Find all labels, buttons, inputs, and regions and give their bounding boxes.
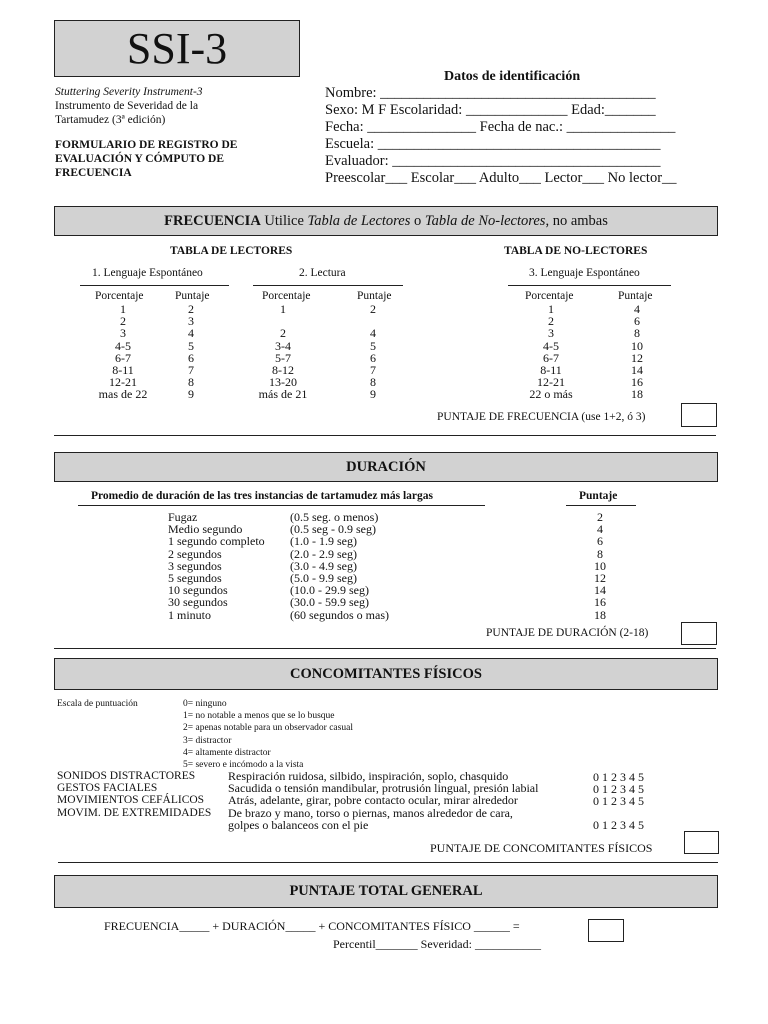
table3-pct-column-item: 3 (548, 326, 554, 341)
rating-scale-sounds[interactable]: 0 1 2 3 4 5 (593, 770, 644, 784)
school-field[interactable]: Escuela: _______________________________________ (325, 136, 661, 152)
table1-pts-column-item: 7 (188, 362, 194, 377)
instrument-spanish-name-1: Instrumento de Severidad de la (55, 100, 199, 112)
table1-pct-column-item: 3 (120, 326, 126, 341)
total-score-box[interactable] (588, 919, 624, 942)
table3-pts-column-item: 6 (634, 314, 640, 329)
table2-underline (253, 285, 403, 286)
table3-pct-header: Porcentaje (525, 290, 574, 302)
concomitant-categories-item: MOVIM. DE EXTREMIDADES (57, 806, 212, 819)
table2-pct-column-item: 13-20 (269, 375, 297, 390)
duration-points-column-item: 10 (594, 558, 606, 573)
table1-pct-column (88, 303, 158, 401)
table2-pct-column-item: 5-7 (275, 350, 291, 365)
duration-ranges-column-item: (1.0 - 1.9 seg) (290, 534, 357, 549)
frequency-heading: FRECUENCIA (164, 213, 261, 229)
duration-labels-column-item: 1 segundo completo (168, 534, 265, 549)
duration-labels-column-item: 3 segundos (168, 558, 222, 573)
table2-pts-column (352, 303, 394, 401)
table2-pct-column-item: 2 (280, 326, 286, 341)
duration-points-column (580, 511, 620, 621)
form-subtitle-3: FRECUENCIA (55, 167, 132, 179)
rating-scale-list-item: 4= altamente distractor (183, 747, 271, 758)
table3-pct-column-item: 12-21 (537, 375, 565, 390)
form-title: SSI-3 (54, 20, 300, 77)
table3-pts-header: Puntaje (618, 290, 653, 302)
table3-pts-column-item: 14 (631, 362, 643, 377)
duration-labels-column-item: 2 segundos (168, 546, 222, 561)
table3-pct-column-item: 1 (548, 302, 554, 316)
total-section-bar: PUNTAJE TOTAL GENERAL (54, 875, 718, 908)
table3-pct-column-item: 6-7 (543, 350, 559, 365)
duration-divider (54, 648, 716, 649)
duration-ranges-column-item: (5.0 - 9.9 seg) (290, 570, 357, 585)
duration-ranges-column-item: (0.5 seg - 0.9 seg) (290, 522, 376, 537)
concomitant-descriptions-item: De brazo y mano, torso o piernas, manos alrededor de cara, (228, 805, 513, 820)
duration-points-column-item: 14 (594, 583, 606, 598)
instrument-spanish-name-2: Tartamudez (3ª edición) (55, 114, 166, 126)
reading-subtitle: 2. Lectura (299, 267, 346, 279)
rating-scale-list-item: 5= severo e incómodo a la vista (183, 759, 304, 770)
duration-ranges-column-item: (0.5 seg. o menos) (290, 510, 379, 524)
frequency-instr-2: Tabla de Lectores (307, 213, 411, 229)
rating-scale-list-item: 1= no notable a menos que se lo busque (183, 711, 335, 722)
table1-pct-column-item: 8-11 (112, 362, 134, 377)
table2-pts-column-item: 6 (370, 350, 376, 365)
frequency-instr-1: Utilice (264, 213, 304, 229)
table3-pts-column-item: 18 (631, 387, 643, 402)
concomitant-descriptions (228, 770, 538, 831)
duration-points-column-item: 2 (597, 510, 603, 524)
identification-heading: Datos de identificación (444, 69, 581, 84)
table3-pts-column-item: 10 (631, 338, 643, 353)
table1-pct-column-item: 2 (120, 314, 126, 329)
duration-labels-column-item: Fugaz (168, 510, 198, 524)
table3-pct-column-item: 22 o más (529, 387, 573, 402)
table3-underline (508, 285, 671, 286)
table2-pts-column-item: 4 (370, 326, 376, 341)
frequency-score-box[interactable] (681, 403, 717, 427)
duration-points-header: Puntaje (579, 490, 618, 502)
duration-description-header: Promedio de duración de las tres instancias de tartamudez más largas (91, 490, 434, 502)
spontaneous-speech-subtitle: 1. Lenguaje Espontáneo (92, 267, 203, 279)
category-field[interactable]: Preescolar___ Escolar___ Adulto___ Lector___ No lector__ (325, 170, 677, 186)
duration-labels-column-item: 5 segundos (168, 570, 222, 585)
concomitant-categories-item: SONIDOS DISTRACTORES (57, 770, 196, 782)
table2-pct-column (248, 303, 318, 401)
table1-pct-header: Porcentaje (95, 290, 144, 302)
table3-pct-column (516, 303, 586, 401)
table1-pts-column (170, 303, 212, 401)
duration-labels-column-item: 1 minuto (168, 607, 212, 622)
rating-scale-list-item: 0= ninguno (183, 699, 227, 709)
table3-pct-column-item: 2 (548, 314, 554, 329)
frequency-instr-3: o (414, 213, 422, 229)
table2-pct-column-item: más de 21 (258, 387, 308, 402)
rating-scale-list (183, 698, 353, 771)
table3-pts-column-item: 8 (634, 326, 640, 341)
concomitant-categories-item: MOVIMIENTOS CEFÁLICOS (57, 794, 205, 807)
table2-pct-column-item: 8-12 (272, 362, 294, 377)
concomitants-score-box[interactable] (684, 831, 719, 854)
table1-pts-column-item: 6 (188, 350, 194, 365)
concomitant-descriptions-item: Atrás, adelante, girar, pobre contacto ocular, mirar alrededor (228, 793, 518, 808)
table1-pct-column-item: 12-21 (109, 375, 137, 390)
rating-scale-label: Escala de puntuación (57, 699, 138, 709)
table1-pct-column-item: 6-7 (115, 350, 131, 365)
rating-scale-list-item: 2= apenas notable para un observador casual (183, 723, 353, 734)
frequency-instr-4: Tabla de No-lectores (424, 213, 546, 229)
table2-pts-column-item: 8 (370, 375, 376, 390)
duration-ranges-column (290, 511, 389, 621)
duration-score-box[interactable] (681, 622, 717, 645)
duration-section-bar: DURACIÓN (54, 452, 718, 482)
percentile-severity-field[interactable]: Percentil_______ Severidad: ___________ (333, 937, 541, 951)
nonreader-spontaneous-subtitle: 3. Lenguaje Espontáneo (529, 267, 640, 279)
concomitants-divider (58, 862, 718, 863)
rating-scale-facial[interactable]: 0 1 2 3 4 5 (593, 782, 644, 796)
table2-pts-column-item: 5 (370, 338, 376, 353)
table3-pct-column-item: 8-11 (540, 362, 562, 377)
duration-ranges-column-item: (30.0 - 59.9 seg) (290, 595, 369, 610)
table3-pts-column-item: 12 (631, 350, 643, 365)
duration-labels-column (168, 511, 265, 621)
table1-pts-column-item: 4 (188, 326, 194, 341)
duration-points-column-item: 18 (594, 607, 606, 622)
rating-scale-head[interactable]: 0 1 2 3 4 5 (593, 794, 644, 808)
table2-pts-header: Puntaje (357, 290, 392, 302)
table1-pts-column-item: 2 (188, 302, 194, 316)
duration-pts-underline (566, 505, 636, 506)
concomitant-categories-item: GESTOS FACIALES (57, 782, 158, 795)
duration-points-column-item: 12 (594, 570, 606, 585)
duration-points-column-item: 16 (594, 595, 606, 610)
concomitants-score-label: PUNTAJE DE CONCOMITANTES FÍSICOS (430, 841, 653, 855)
form-subtitle-1: FORMULARIO DE REGISTRO DE (55, 139, 238, 151)
table1-pct-column-item: mas de 22 (98, 387, 148, 402)
rating-scale-extremities[interactable]: 0 1 2 3 4 5 (593, 818, 644, 832)
readers-table-title: TABLA DE LECTORES (170, 245, 293, 257)
table2-pct-column-item: 3-4 (275, 338, 291, 353)
table2-pct-header: Porcentaje (262, 290, 311, 302)
duration-points-column-item: 6 (597, 534, 603, 549)
nonreaders-table-title: TABLA DE NO-LECTORES (504, 245, 648, 257)
evaluator-field[interactable]: Evaluador: _____________________________________ (325, 153, 661, 169)
table3-pct-column-item: 4-5 (543, 338, 559, 353)
table1-pts-header: Puntaje (175, 290, 210, 302)
table2-pts-column-item: 7 (370, 362, 376, 377)
duration-ranges-column-item: (3.0 - 4.9 seg) (290, 558, 357, 573)
table1-pts-column-item: 9 (188, 387, 194, 402)
concomitant-descriptions-item: golpes o balanceos con el pie (228, 817, 369, 832)
table1-underline (80, 285, 229, 286)
duration-labels-column-item: 10 segundos (168, 583, 228, 598)
concomitant-descriptions-item: Sacudida o tensión mandibular, protrusión lingual, presión labial (228, 781, 539, 796)
duration-ranges-column-item: (60 segundos o mas) (290, 607, 389, 622)
duration-labels-column-item: Medio segundo (168, 522, 243, 537)
concomitants-section-bar: CONCOMITANTES FÍSICOS (54, 658, 718, 690)
total-formula[interactable]: FRECUENCIA_____ + DURACIÓN_____ + CONCOMITANTES FÍSICO ______ = (104, 919, 520, 933)
table3-pts-column (616, 303, 658, 401)
table1-pct-column-item: 1 (120, 302, 126, 316)
duration-labels-column-item: 30 segundos (168, 595, 228, 610)
instrument-english-name: Stuttering Severity Instrument-3 (55, 86, 203, 98)
table2-pct-column-item: 1 (280, 302, 286, 316)
concomitant-categories (57, 770, 211, 819)
table1-pts-column-item: 8 (188, 375, 194, 390)
table3-pts-column-item: 4 (634, 302, 640, 316)
duration-header-underline (78, 505, 485, 506)
name-field[interactable]: Nombre: ______________________________________ (325, 85, 656, 101)
concomitant-descriptions-item: Respiración ruidosa, silbido, inspiración, soplo, chasquido (228, 769, 509, 783)
table1-pct-column-item: 4-5 (115, 338, 131, 353)
duration-ranges-column-item: (10.0 - 29.9 seg) (290, 583, 369, 598)
frequency-divider (54, 435, 716, 436)
table2-pts-column-item: 9 (370, 387, 376, 402)
form-subtitle-2: EVALUACIÓN Y CÓMPUTO DE (55, 153, 225, 165)
duration-points-column-item: 8 (597, 546, 603, 561)
date-birthdate-field[interactable]: Fecha: _______________ Fecha de nac.: _______________ (325, 119, 676, 135)
frequency-section-bar (54, 206, 718, 236)
table3-pts-column-item: 16 (631, 375, 643, 390)
duration-ranges-column-item: (2.0 - 2.9 seg) (290, 546, 357, 561)
table1-pts-column-item: 3 (188, 314, 194, 329)
frequency-score-label: PUNTAJE DE FRECUENCIA (use 1+2, ó 3) (437, 411, 646, 423)
duration-score-label: PUNTAJE DE DURACIÓN (2-18) (486, 627, 649, 639)
rating-scale-list-item: 3= distractor (183, 735, 232, 746)
frequency-instr-5: , no ambas (545, 213, 608, 229)
table2-pts-column-item: 2 (370, 302, 376, 316)
duration-points-column-item: 4 (597, 522, 603, 537)
sex-schooling-age-field[interactable]: Sexo: M F Escolaridad: ______________ Edad:_______ (325, 102, 656, 118)
table1-pts-column-item: 5 (188, 338, 194, 353)
